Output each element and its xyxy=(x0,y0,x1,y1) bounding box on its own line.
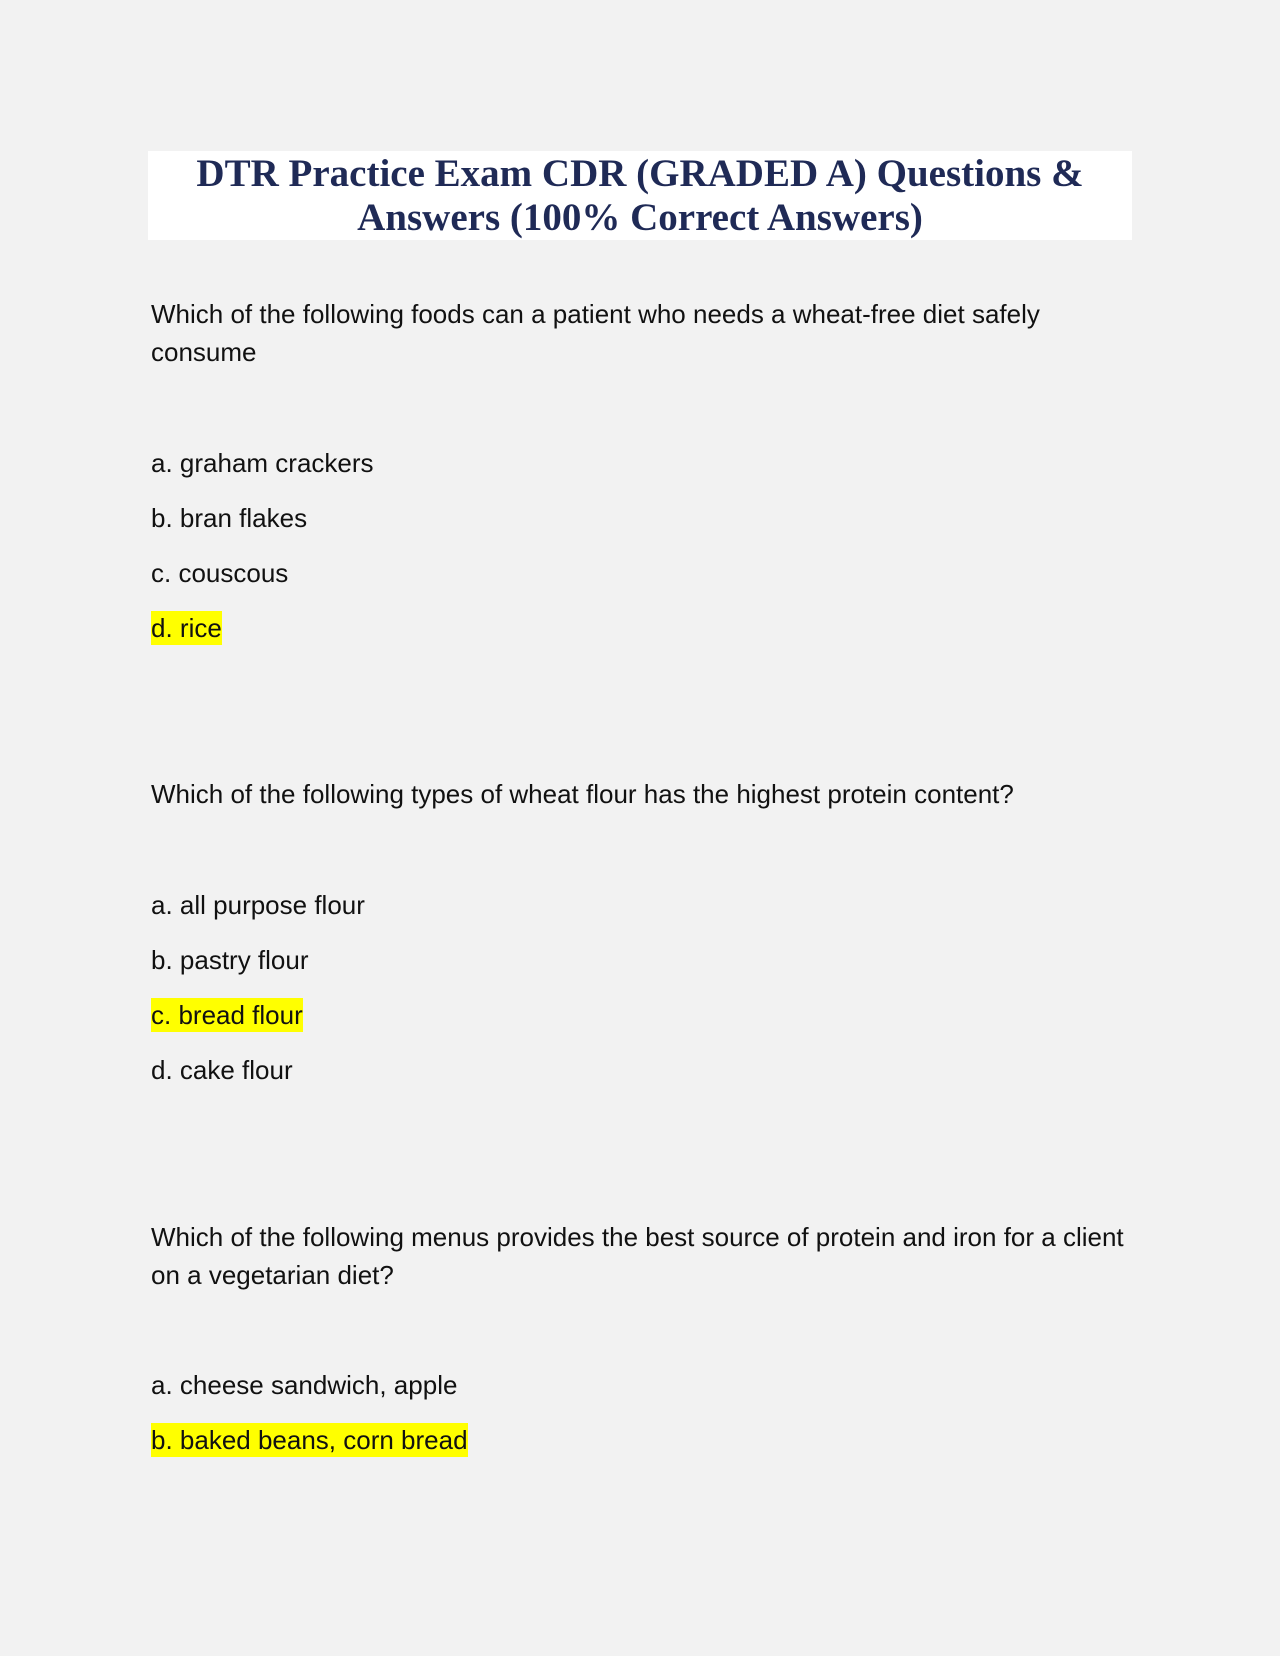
question-2-option-c-correct: c. bread flour xyxy=(151,1000,303,1030)
question-2-option-d: d. cake flour xyxy=(151,1055,293,1085)
question-1-option-d-correct: d. rice xyxy=(151,613,222,643)
question-3-option-a: a. cheese sandwich, apple xyxy=(151,1370,458,1400)
document-title: DTR Practice Exam CDR (GRADED A) Questions & Answers (100% Correct Answers) xyxy=(196,151,1084,239)
question-1-text: Which of the following foods can a patient who needs a wheat-free diet safely consume xyxy=(151,299,1040,367)
question-2-option-b: b. pastry flour xyxy=(151,945,309,975)
title-box xyxy=(148,151,1132,240)
question-2-text: Which of the following types of wheat flour has the highest protein content? xyxy=(151,779,1014,809)
question-1-option-b: b. bran flakes xyxy=(151,503,308,533)
question-3-option-b-correct: b. baked beans, corn bread xyxy=(151,1425,468,1455)
question-2-option-a: a. all purpose flour xyxy=(151,890,365,920)
question-1-option-c: c. couscous xyxy=(151,558,289,588)
question-3-text: Which of the following menus provides the best source of protein and iron for a client on a vegetarian diet? xyxy=(151,1222,1124,1290)
question-1-option-a: a. graham crackers xyxy=(151,448,374,478)
